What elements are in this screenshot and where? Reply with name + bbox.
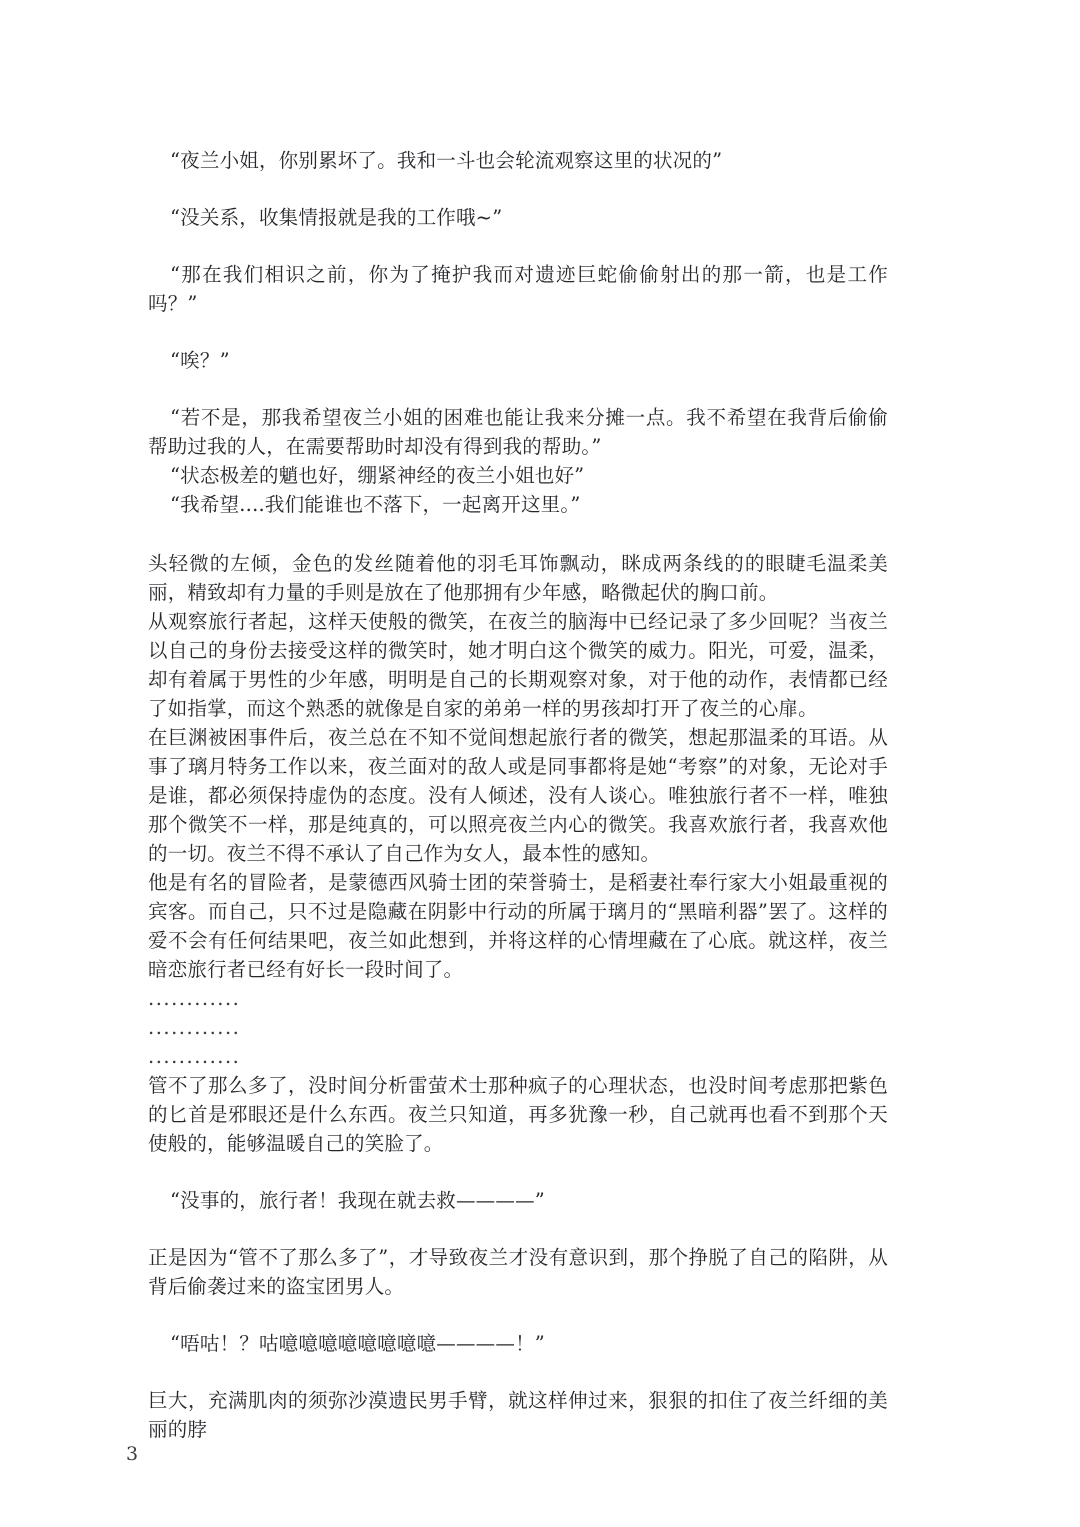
- section-spacer: [148, 1158, 888, 1186]
- section-spacer: [148, 519, 888, 549]
- narrative-paragraph: 在巨渊被困事件后，夜兰总在不知不觉间想起旅行者的微笑，想起那温柔的耳语。从事了璃月特务工作以来，夜兰面对的敌人或是同事都将是她“考察”的对象，无论对手是谁，都必须保持虚伪的态度。没有人倾述，没有人谈心。唯独旅行者不一样，唯独那个微笑不一样，那是纯真的，可以照亮夜兰内心的微笑。我喜欢旅行者，我喜欢他的一切。夜兰不得不承认了自己作为女人，最本性的感知。: [148, 726, 888, 865]
- dialogue-line: “没事的，旅行者！我现在就去救————”: [170, 1189, 545, 1212]
- narrative-paragraph: 正是因为“管不了那么多了”，才导致夜兰才没有意识到，那个挣脱了自己的陷阱，从背后偷袭过来的盗宝团男人。: [148, 1246, 888, 1298]
- page-number: 3: [126, 1443, 139, 1465]
- dialogue-line: “那在我们相识之前，你为了掩护我而对遗迹巨蛇偷偷射出的那一箭，也是工作吗？”: [148, 263, 888, 315]
- scene-break-dots: ............: [148, 1016, 241, 1039]
- dialogue-line: “夜兰小姐，你别累坏了。我和一斗也会轮流观察这里的状况的”: [170, 149, 723, 172]
- dialogue-line: “若不是，那我希望夜兰小姐的困难也能让我来分摊一点。我不希望在我背后偷偷帮助过我的人，在需要帮助时却没有得到我的帮助。”: [148, 406, 888, 458]
- narrative-paragraph: 巨大，充满肌肉的须弥沙漠遗民男手臂，就这样伸过来，狠狠的扣住了夜兰纤细的美丽的脖: [148, 1389, 888, 1441]
- section-spacer: [148, 1358, 888, 1386]
- dialogue-line: “我希望....我们能谁也不落下，一起离开这里。”: [170, 493, 581, 516]
- scene-break-dots: ............: [148, 1045, 241, 1068]
- narrative-paragraph: 他是有名的冒险者，是蒙德西风骑士团的荣誉骑士，是稻妻社奉行家大小姐最重视的宾客。而自己，只不过是隐藏在阴影中行动的所属于璃月的“黑暗利器”罢了。这样的爱不会有任何结果吧，夜兰如此想到，并将这样的心情埋藏在了心底。就这样，夜兰暗恋旅行者已经有好长一段时间了。: [148, 871, 888, 981]
- narrative-paragraph: 从观察旅行者起，这样天使般的微笑，在夜兰的脑海中已经记录了多少回呢？当夜兰以自己的身份去接受这样的微笑时，她才明白这个微笑的威力。阳光，可爱，温柔，却有着属于男性的少年感，明明是自己的长期观察对象，对于他的动作，表情都已经了如指掌，而这个熟悉的就像是自家的弟弟一样的男孩却打开了夜兰的心扉。: [148, 610, 888, 720]
- section-spacer: [148, 1215, 888, 1243]
- narrative-paragraph: 管不了那么多了，没时间分析雷萤术士那种疯子的心理状态，也没时间考虑那把紫色的匕首是邪眼还是什么东西。夜兰只知道，再多犹豫一秒，自己就再也看不到那个天使般的，能够温暖自己的笑脸了。: [148, 1074, 888, 1155]
- dialogue-line: “没关系，收集情报就是我的工作哦~”: [170, 206, 503, 229]
- scene-break-dots: ............: [148, 987, 241, 1010]
- section-spacer: [148, 1301, 888, 1329]
- dialogue-line: “唔咕！？咕噫噫噫噫噫噫噫噫————！”: [170, 1332, 545, 1355]
- dialogue-line: “状态极差的魈也好，绷紧神经的夜兰小姐也好”: [170, 464, 585, 487]
- page-content: [148, 146, 888, 1444]
- dialogue-line: “唉？”: [170, 349, 230, 372]
- narrative-paragraph: 头轻微的左倾，金色的发丝随着他的羽毛耳饰飘动，眯成两条线的的眼睫毛温柔美丽，精致却有力量的手则是放在了他那拥有少年感，略微起伏的胸口前。: [148, 552, 888, 604]
